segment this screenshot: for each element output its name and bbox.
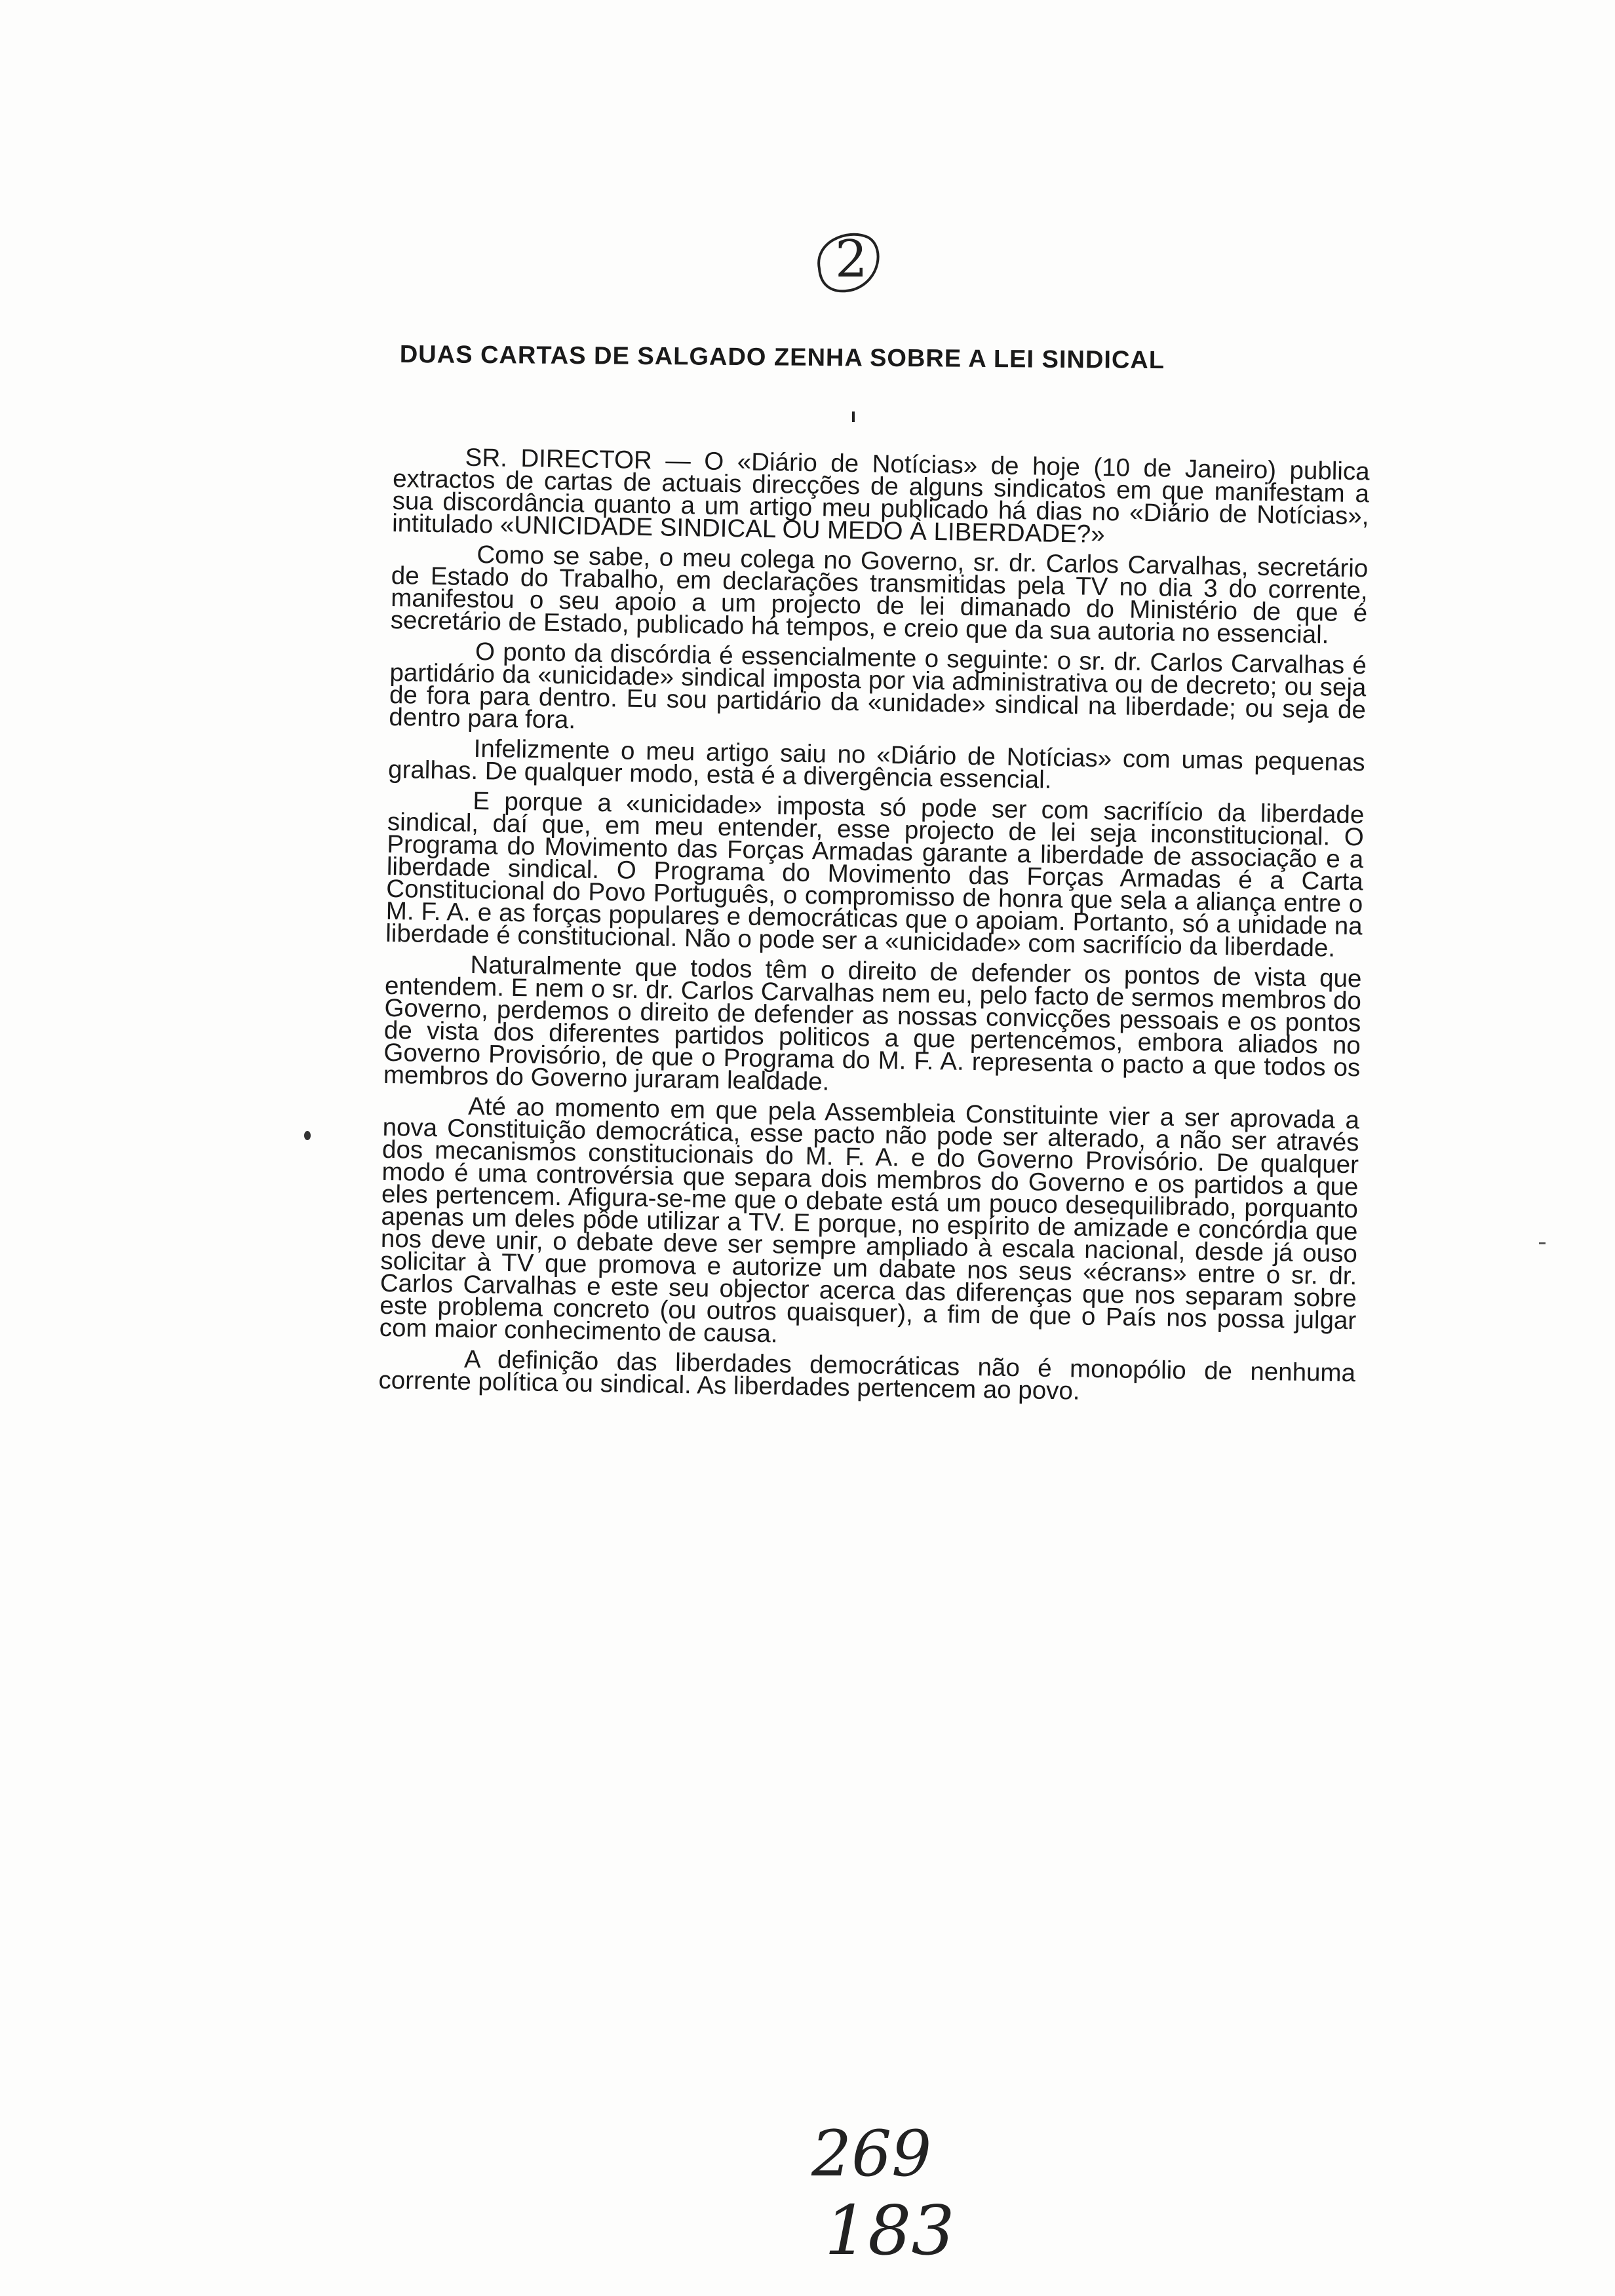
margin-ink-dot	[304, 1131, 311, 1140]
paragraph-8: A definição das liberdades democráticas não é monopólio de nenhuma corrente política ou sindical. As liberdades pertencem ao povo.	[378, 1345, 1356, 1406]
paragraph-6: Naturalmente que todos têm o direito de defender os pontos de vista que entendem. E nem o sr. dr. Carlos Carvalhas nem eu, pelo facto de sermos membros do Governo, perdemos o direito de defender as nossas convicções pessoais e os pontos de vista dos diferentes partidos politicos a que pertencemos, embora aliados no Governo Provisório, de que o Programa do M. F. A. representa o pacto a que todos os membros do Governo juraram lealdade.	[383, 950, 1362, 1096]
margin-ink-dash	[1539, 1242, 1546, 1244]
paragraph-3: O ponto da discórdia é essencialmente o seguinte: o sr. dr. Carlos Carvalhas é partidário da «unicidade» sindical imposta por via administrativa ou de decreto; ou seja de fora para dentro. Eu sou partidário da «unidade» sindical na liberdade; ou seja de dentro para fora.	[389, 638, 1367, 735]
document-title: DUAS CARTAS DE SALGADO ZENHA SOBRE A LEI SINDICAL	[399, 341, 1165, 375]
paragraph-1: SR. DIRECTOR — O «Diário de Notícias» de hoje (10 de Janeiro) publica extractos de cartas de actuais direcções de alguns sindicatos em que manifestam a sua discordância quanto a um artigo meu publicado há dias no «Diário de Notícias», intitulado «UNICIDADE SINDICAL OU MEDO À LIBERDADE?»	[391, 443, 1370, 549]
handwritten-numbers-drawing	[805, 2110, 975, 2280]
print-tick-mark	[852, 411, 855, 422]
circled-number-drawing	[808, 223, 886, 298]
paragraph-2: Como se sabe, o meu colega no Governo, sr. dr. Carlos Carvalhas, secretário de Estado do Trabalho, em declarações transmitidas pela TV no dia 3 do corrente, manifestou o seu apoio a um projecto de lei dimanado do Ministério de que é secretário de Estado, publicado há tempos, e creio que da sua autoria no essencial.	[390, 541, 1369, 649]
paragraph-4: Infelizmente o meu artigo saiu no «Diário de Notícias» com umas pequenas gralhas. De qualquer modo, esta é a divergência essencial.	[387, 734, 1365, 794]
circled-page-number	[808, 223, 886, 298]
circled-number-text: 2	[835, 230, 868, 289]
handwritten-folio-numbers	[805, 2110, 975, 2280]
letter-body	[378, 443, 1370, 1415]
paragraph-5: E porque a «unicidade» imposta só pode ser com sacrifício da liberdade sindical, daí que, em meu entender, esse projecto de lei seja inconstitucional. O Programa do Movimento das Forças Armadas garante a liberdade de associação e a liberdade sindical. O Programa do Movimento das Forças Armadas é a Carta Constitucional do Povo Português, o compromisso de honra que sela a aliança entre o M. F. A. e as forças populares e democráticas que o apoiam. Portanto, só a unidade na liberdade é constitucional. Não o pode ser a «unicidade» com sacrifício da liberdade.	[385, 786, 1365, 963]
handwritten-number-bottom: 183	[825, 2191, 955, 2270]
paragraph-7: Até ao momento em que pela Assembleia Constituinte vier a ser aprovada a nova Constituição democrática, esse pacto não pode ser alterado, a não ser através dos mecanismos constitucionais do M. F. A. e do Governo Provisório. De qualquer modo é uma controvérsia que separa dois membros do Governo e os partidos a que eles pertencem. Afigura-se-me que o debate está um pouco desequilibrado, porquanto apenas um deles pôde utilizar a TV. E porque, no espírito de amizade e concórdia que nos deve unir, o debate deve ser sempre ampliado à escala nacional, desde já ouso solicitar à TV que promova e autorize um dabate nos seus «écrans» entre o sr. dr. Carlos Carvalhas e este seu objector acerca das diferenças que nos separam sobre este problema concreto (ou outros quaisquer), a fim de que o País nos possa julgar com maior conhecimento de causa.	[379, 1092, 1360, 1349]
handwritten-number-top: 269	[811, 2117, 932, 2191]
